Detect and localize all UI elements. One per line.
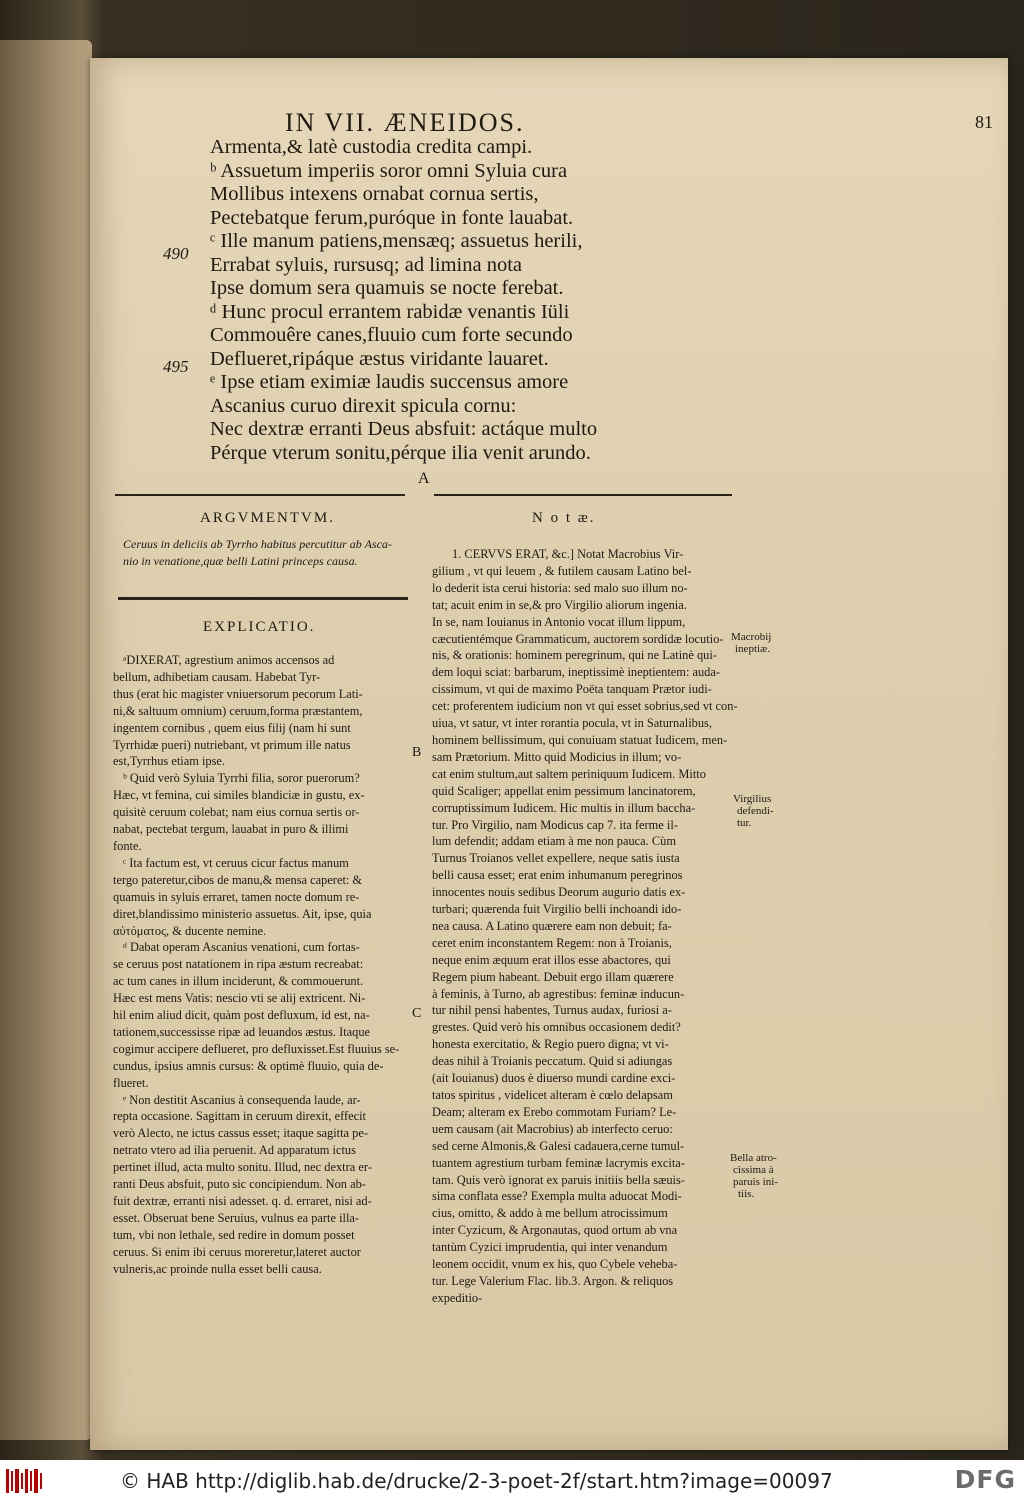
notae-line: deas nihil à Troianis peccatum. Quid si adiungas: [432, 1054, 673, 1069]
explicatio-line: tergo pateretur,cibos de manu,& mensa caperet: &: [113, 872, 363, 887]
explicatio-line: ᵈ Dabat operam Ascanius venationi, cum fortas-: [123, 940, 360, 955]
argumentum-text: [123, 536, 392, 570]
rule-right: [434, 494, 732, 496]
column-letter-b: B: [412, 745, 422, 760]
poem-line: Mollibus intexens ornabat cornua sertis,: [210, 183, 539, 205]
library-barcode-logo-icon: [6, 1467, 46, 1495]
notae-line: dem loqui sciat: barbarum, ineptissimè ineptientem: auda-: [432, 665, 721, 680]
notae-line: tur. Pro Virgilio, nam Modicus cap 7. ita ferme il-: [432, 817, 678, 832]
poem-line: Errabat syluis, rursusq; ad limina nota: [210, 253, 522, 276]
explicatio-line: ᵃDIXERAT, agrestium animos accensos ad: [123, 653, 335, 667]
explicatio-line: ᵇ Quid verò Syluia Tyrrhi filia, soror puerorum?: [123, 771, 360, 786]
explicatio-line: thus (erat hic magister vniuersorum pecorum Lati-: [113, 686, 363, 701]
column-letter-c: C: [412, 1006, 422, 1021]
explicatio-line: diret,blandissimo ministerio assuetus. Ait, ipse, quia: [113, 906, 372, 921]
poem-line: Pectebatque ferum,puróque in fonte lauabat.: [210, 206, 574, 229]
notae-line: neque enim æquum erat illos esse abactores, qui: [432, 952, 671, 967]
explicatio-line: ᶜ Ita factum est, vt ceruus cicur factus manum: [123, 855, 349, 870]
notae-line: honesta exercitatio, & Regio puero digna; vt vi-: [432, 1037, 669, 1052]
poem-line: Commouêre canes,fluuio cum forte secundo: [210, 324, 573, 346]
poem-line: ᵇ Assuetum imperiis soror omni Syluia cura: [210, 159, 568, 182]
rule-explicatio: [118, 597, 408, 600]
explicatio-line: est,Tyrrhus etiam ipse.: [113, 754, 225, 769]
argumentum-line: Ceruus in deliciis ab Tyrrho habitus percutitur ab Asca-: [123, 537, 392, 551]
notae-line: (ait Iouianus) duos è diuerso mundi cardine exci-: [432, 1071, 676, 1086]
notae-line: sima conflata esse? Exempla multa aduocat Modi-: [432, 1189, 682, 1204]
notae-line: cat enim stultum,aut saltem periniquum Iudicem. Mitto: [432, 766, 706, 781]
explicatio-line: vulneris,ac proinde nulla esset belli causa.: [113, 1261, 322, 1276]
notae-line: tuantem agrestium turbam feminæ lacrymis excita-: [432, 1155, 685, 1170]
folio-number: 81: [975, 112, 993, 132]
margin-line: defendi-: [737, 805, 774, 817]
explicatio-line: cundus, ipsius amnis cursus: & optimè fluuio, quia de-: [113, 1058, 384, 1073]
notae-line: lo dederit ista cerui historia: sed malo suo illum no-: [432, 580, 688, 595]
notae-line: sed cerne Almonis,& Galesi cadauera,cerne tumul-: [432, 1138, 685, 1153]
marginal-note-macrobius: [731, 631, 771, 655]
notae-line: uem causam (ait Macrobius) ab interfecto ceruo:: [432, 1121, 673, 1136]
notae-line: quid Scaliger; appellat enim pessimum lancinatorem,: [432, 783, 696, 798]
poem-line: ᶜ Ille manum patiens,mensæq; assuetus herili,: [210, 230, 583, 252]
running-header: IN VII. ÆNEIDOS.: [285, 108, 525, 137]
margin-line: tur.: [737, 817, 752, 829]
explicatio-line: quisitè ceruum colebat; nam eius cornua sertis or-: [113, 805, 360, 820]
copyright-credit: © HAB http://diglib.hab.de/drucke/2-3-poet-2f/start.htm?image=00097: [120, 1469, 833, 1493]
explicatio-line: nabat, pectebat tergum, lauabat in puro & illimi: [113, 822, 349, 837]
margin-line: cissima à: [733, 1164, 774, 1176]
notae-line: 1. CERVVS ERAT, &c.] Notat Macrobius Vir-: [452, 547, 684, 561]
marginal-note-virgilius: [733, 793, 774, 829]
notae-line: expeditio-: [432, 1290, 483, 1305]
notae-line: tatos spiritus , videlicet alteram è cœlo delapsam: [432, 1088, 673, 1102]
notae-line: belli causa esset; erat enim inhumanum peregrinos: [432, 868, 683, 883]
notae-title: N o t æ.: [532, 510, 596, 526]
notae-line: uiua, vt satur, vt inter rorantia pocula, vt in Saturnalibus,: [432, 716, 712, 731]
notae-line: sam Prætorium. Mitto quid Modicius in illum; vo-: [432, 749, 682, 764]
dfg-logo: DFG: [954, 1465, 1016, 1494]
notae-line: tur. Lege Valerium Flac. lib.3. Argon. & reliquos: [432, 1273, 674, 1288]
explicatio-line: ᵉ Non destitit Ascanius à consequenda laude, ar-: [123, 1092, 361, 1107]
poem-line: Pérque vterum sonitu,pérque ilia venit arundo.: [210, 441, 591, 464]
notae-line: nis, & orationis: hominem peregrinum, qui ne Latinè qui-: [432, 648, 717, 663]
margin-line: Virgilius: [733, 793, 772, 805]
notae-line: tat; acuit enim in se,& pro Virgilio aliorum ingenia.: [432, 597, 687, 612]
notae-line: Regem pium habeant. Debuit ergo illam quærere: [432, 969, 674, 984]
explicatio-line: fonte.: [113, 838, 142, 853]
notae-line: leonem occidit, vnum ex his, quo Cybele veheba-: [432, 1257, 678, 1272]
explicatio-line: ceruus. Si enim ibi ceruus moreretur,lateret auctor: [113, 1244, 361, 1259]
explicatio-line: tum, vbi non lethale, sed redire in domum posset: [113, 1227, 355, 1242]
notae-line: grestes. Quid verò his omnibus occasionem dedit?: [432, 1020, 681, 1035]
explicatio-line: pertinet illud, acta multo sonitu. Illud, nec dextra er-: [113, 1160, 372, 1175]
viewer-footer: [0, 1460, 1024, 1502]
line-number-490: 490: [163, 244, 189, 263]
margin-line: ineptiæ.: [735, 643, 771, 655]
notae-line: turbari; quærenda fuit Virgilio belli inchoandi ido-: [432, 902, 682, 917]
poem-line: Ipse domum sera quamuis se nocte ferebat.: [210, 277, 564, 299]
margin-line: Macrobij: [731, 631, 772, 643]
signature-letter: A: [418, 470, 430, 487]
poem-line: Nec dextræ erranti Deus absfuit: actáque multo: [210, 418, 598, 440]
notae-line: innocentes nouis sedibus Deorum augurio datis ex-: [432, 885, 686, 900]
explicatio-line: netrato vtero ad ilia peruenit. Ad apparatum ictus: [113, 1143, 356, 1158]
explicatio-line: Tyrrhidæ pueri) nutriebant, vt primum ille natus: [113, 737, 351, 752]
explicatio-line: hil enim aliud dicit, quàm post defluxum, id est, na-: [113, 1008, 370, 1023]
explicatio-line: repta occasione. Sagittam in ceruum direxit, effecit: [113, 1109, 366, 1124]
notae-line: cius, omitto, & addo à me bellum atrocissimum: [432, 1206, 668, 1221]
explicatio-line: Hæc, vt femina, cui similes blandiciæ in gustu, ex-: [113, 788, 365, 803]
notae-line: hominem bellissimum, qui conuiuam statuat Iudicem, men-: [432, 732, 728, 747]
explicatio-line: cogimur accipere deflueret, pro defluxisset.Est fluuius se-: [113, 1041, 400, 1056]
explicatio-line: ni,& saltuum omnium) ceruum,forma præstantem,: [113, 703, 363, 718]
poem-line: ᵈ Hunc procul errantem rabidæ venantis Iüli: [210, 300, 570, 323]
explicatio-line: ingentem cornibus , quem eius filij (nam hi sunt: [113, 720, 351, 735]
notae-line: inter Cyzicum, & Argonautas, quod ortum ab vna: [432, 1223, 678, 1238]
notae-line: corruptissimum Iudicem. Hic multis in illum baccha-: [432, 800, 696, 815]
explicatio-line: fuit dextræ, erranti nisi adesset. q. d. erraret, nisi ad-: [113, 1194, 372, 1208]
explicatio-line: Hæc est mens Vatis: nescio vti se alij extricent. Ni-: [113, 991, 366, 1006]
notae-line: nea causa. A Latino quærere eam non debuit; fa-: [432, 918, 672, 933]
marginal-note-bella: [730, 1152, 778, 1200]
notae-line: à feminis, à Turno, ab agrestibus: feminæ inducun-: [432, 986, 685, 1001]
notae-line: cet: proferentem iudicium non vt qui esset sobrius,sed vt con-: [432, 699, 738, 714]
poem-line: Armenta,& latè custodia credita campi.: [210, 136, 533, 158]
notae-line: tantùm Cyzici imprudentia, qui inter venandum: [432, 1240, 668, 1255]
explicatio-line: esset. Obseruat bene Seruius, vulnus ea parte illa-: [113, 1210, 360, 1225]
explicatio-line: tationem,successisse ripæ ad leuandos æstus. Itaque: [113, 1024, 371, 1039]
notae-line: tam. Quis verò ignorat ex paruis initiis bella sæuis-: [432, 1172, 685, 1187]
rule-left: [115, 494, 405, 496]
margin-line: tiis.: [738, 1188, 755, 1200]
poem-block: [210, 136, 597, 465]
notae-line: ceret enim inconstantem Regem: non à Troianis,: [432, 935, 672, 950]
explicatio-line: ranti Deus absfuit, puto sic concipiendum. Non ab-: [113, 1177, 366, 1192]
notae-line: lum defendit; addam etiam à me non pauca. Cùm: [432, 834, 676, 849]
notae-line: gilium , vt qui leuem , & futilem causam Latino bel-: [432, 563, 692, 578]
explicatio-line: ac tum canes in illum inciderunt, & commouerunt.: [113, 974, 364, 989]
notae-line: Deam; alteram ex Erebo commotam Furiam? Le-: [432, 1104, 677, 1119]
notae-line: cissimum, vt qui de maximo Poëta tanquam Prætor iudi-: [432, 682, 712, 697]
facing-page-edge: [0, 40, 92, 1440]
argumentum-title: ARGVMENTVM.: [200, 510, 335, 526]
explicatio-column: [113, 652, 413, 1278]
notae-line: cæcutientémque Grammaticum, auctorem sordidæ locutio-: [432, 631, 724, 646]
margin-line: paruis ini-: [733, 1176, 778, 1188]
explicatio-line: flueret.: [113, 1075, 149, 1090]
argumentum-line: nio in venatione,quæ belli Latini princeps causa.: [123, 554, 358, 568]
margin-line: Bella atro-: [730, 1152, 777, 1164]
explicatio-line: se ceruus post natationem in ripa æstum recreabat:: [113, 957, 364, 972]
explicatio-title: EXPLICATIO.: [203, 619, 316, 635]
explicatio-line: bellum, adhibetiam causam. Habebat Tyr-: [113, 669, 321, 684]
poem-line: Ascanius curuo direxit spicula cornu:: [210, 394, 517, 417]
notae-line: tur nihil pensi habentes, Turnus audax, furiosi a-: [432, 1003, 672, 1018]
explicatio-line: quamuis in syluis erraret, tamen nocte domum re-: [113, 889, 360, 904]
poem-line: Deflueret,ripáque æstus viridante lauaret.: [210, 347, 549, 370]
notae-line: In se, nam Iouianus in Antonio vocat illum lippum,: [432, 614, 686, 629]
notae-line: Turnus Troianos vellet expellere, neque satis iusta: [432, 851, 680, 866]
notae-column: [432, 546, 738, 1307]
line-number-495: 495: [163, 357, 189, 376]
poem-line: ᵉ Ipse etiam eximiæ laudis succensus amore: [210, 371, 569, 393]
explicatio-line: αὐτόματος, & ducente nemine.: [113, 923, 267, 938]
explicatio-line: verò Alecto, ne ictus cassus esset; itaque sagitta pe-: [113, 1126, 368, 1141]
